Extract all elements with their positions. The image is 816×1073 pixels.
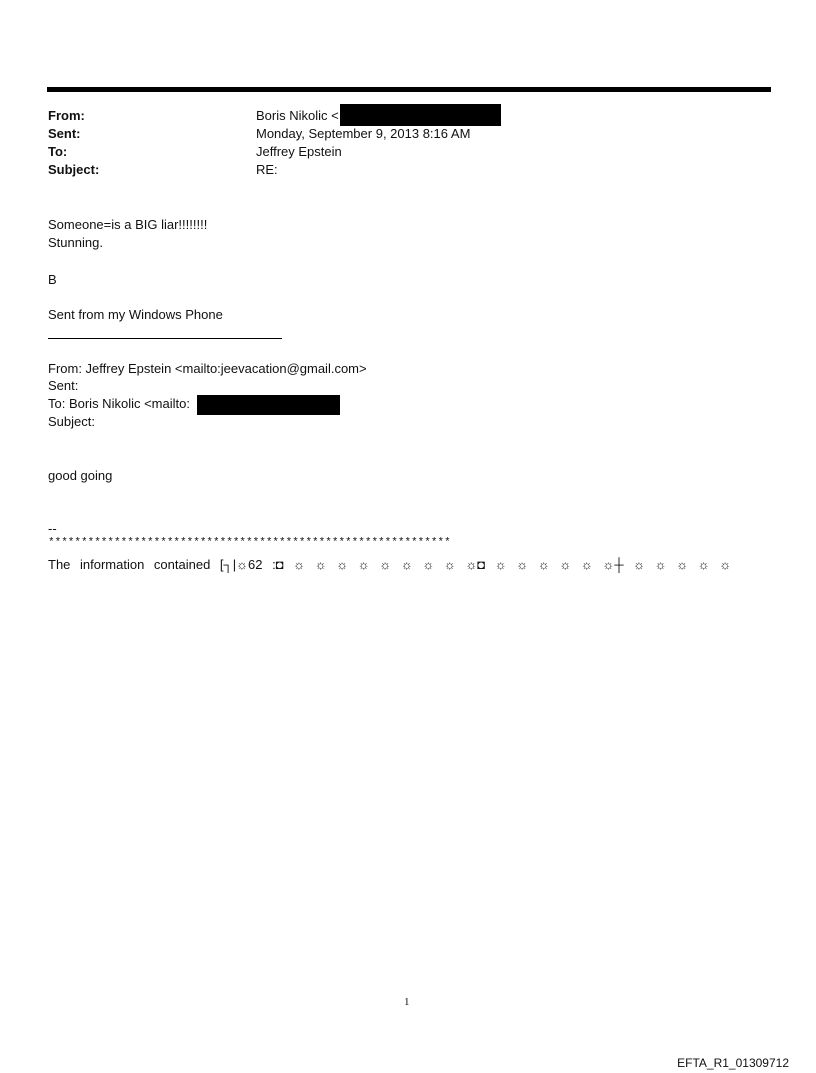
- garbled-disclaimer: The information contained [┐|☼62 :◘ ☼ ☼ ☼ ☼ ☼ ☼ ☼ ☼ ☼◘ ☼ ☼ ☼ ☼ ☼ ☼┼ ☼ ☼ ☼ ☼ ☼: [48, 557, 732, 572]
- signoff: B: [48, 272, 57, 287]
- quoted-from: From: Jeffrey Epstein <mailto:jeevacation@gmail.com>: [48, 361, 367, 376]
- sent-value: Monday, September 9, 2013 8:16 AM: [256, 126, 471, 141]
- header-rule: [47, 87, 771, 92]
- bates-number: EFTA_R1_01309712: [677, 1056, 789, 1070]
- quoted-to: To: Boris Nikolic <mailto:: [48, 396, 190, 411]
- signature-dashes: --: [48, 521, 57, 536]
- page-number: 1: [404, 996, 410, 1008]
- sent-label: Sent:: [48, 126, 81, 141]
- body-line-1: Someone=is a BIG liar!!!!!!!!: [48, 217, 208, 232]
- from-label: From:: [48, 108, 85, 123]
- subject-label: Subject:: [48, 162, 100, 177]
- to-value: Jeffrey Epstein: [256, 144, 342, 159]
- redaction-bar: [340, 104, 501, 126]
- quoted-sent: Sent:: [48, 378, 79, 393]
- body-line-2: Stunning.: [48, 235, 103, 250]
- quoted-message: good going: [48, 468, 113, 483]
- separator-line: [48, 338, 282, 339]
- sent-from-line: Sent from my Windows Phone: [48, 307, 223, 322]
- asterisk-line: *************************************************************: [48, 537, 451, 549]
- to-label: To:: [48, 144, 68, 159]
- from-value: Boris Nikolic <: [256, 108, 339, 123]
- redaction-bar: [197, 395, 340, 415]
- subject-value: RE:: [256, 162, 278, 177]
- quoted-subject: Subject:: [48, 414, 95, 429]
